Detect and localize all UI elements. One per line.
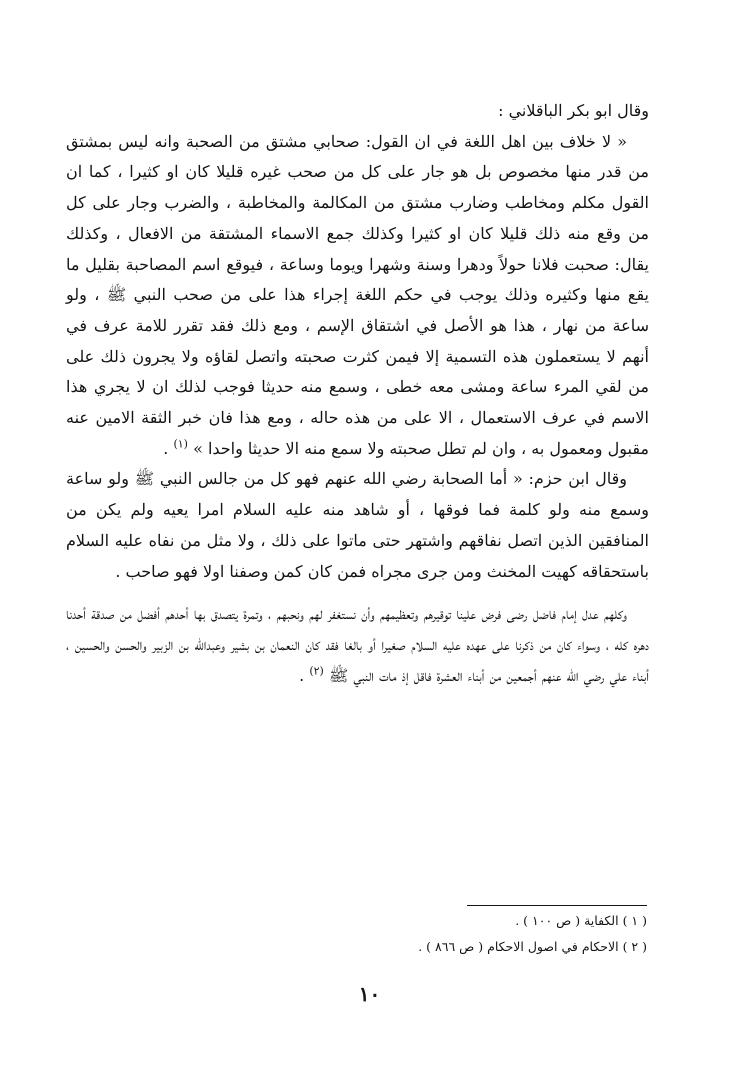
paragraph-3-text: وكلهم عدل إمام فاضل رضى فرض علينا توقيرهم وتعظيمهم وأن نستغفر لهم ونحبهم ، وتمرة يتصدق بها أحدهم أفضل من صدقة أحدنا دهره كله ، وسواء كان من ذكرنا على عهده عليه السلام صغيرا أو بالغا فقد كان النعمان بن بشير وعبدالله بن الزبير والحسن والحسين ، أبناء علي رضي الله عنهم أجمعين من أبناء العشرة فاقل إذ مات النبي ﷺ: [66, 604, 649, 685]
footnote-1: ( ١ ) الكفاية ( ص ١٠٠ ) .: [515, 913, 647, 928]
paragraph-baqillani-quote: « لا خلاف بين اهل اللغة في ان القول: صحابي مشتق من الصحبة وانه ليس بمشتق من قدر منها مخصوص بل هو جار على كل من صحب غيره قليلا كان او كثيرا ، كما ان القول مكلم ومخاطب وضارب مشتق من المكالمة والمخاطبة ، والضرب وجار على كل من وقع منه ذلك قليلا كان او كثيرا وكذلك جمع الاسماء المشتقة من الافعال ، وكذلك يقال: صحبت فلانا حولاً ودهرا وسنة وشهرا ويوما وساعة ، فيوقع اسم المصاحبة بقليل ما يقع منها وكثيره وذلك يوجب في حكم اللغة إجراء هذا على من صحب النبي ﷺ ، ولو ساعة من نهار ، هذا هو الأصل في اشتقاق الإسم ، ومع ذلك فقد تقرر للامة عرف في أنهم لا يستعملون هذه التسمية إلا فيمن كثرت صحبته واتصل لقاؤه ولا يجرون ذلك على من لقي المرء ساعة ومشى معه خطى ، وسمع منه حديثا فوجب لذلك ان لا يجري هذا الاسم في عرف الاستعمال ، الا على من هذه حاله ، ومع هذا فان خبر الثقة الامين عنه مقبول ومعمول به ، وان لم تطل صحبته ولا سمع منه الا حديثا واحدا » $^{(١)}$ .: [66, 131, 649, 458]
footnotes: [247, 908, 647, 960]
paragraph-companions: وكلهم عدل إمام فاضل رضى فرض علينا توقيرهم وتعظيمهم وأن نستغفر لهم ونحبهم ، وتمرة يتصدق بها أحدهم أفضل من صدقة أحدنا دهره كله ، وسواء كان من ذكرنا على عهده عليه السلام صغيرا أو بالغا فقد كان النعمان بن بشير وعبدالله بن الزبير والحسن والحسين ، أبناء علي رضي الله عنهم أجمعين من أبناء العشرة فاقل إذ مات النبي ﷺ $^{(٢)}$ .: [66, 604, 649, 685]
footnote-ref-2: (٢): [309, 664, 324, 678]
footnote-2: ( ٢ ) الاحكام في اصول الاحكام ( ص ٨٦٦ ) .: [418, 939, 647, 954]
main-text: [66, 96, 649, 691]
footnote-divider: [467, 905, 647, 906]
heading: وقال ابو بكر الباقلاني :: [498, 101, 649, 120]
paragraph-ibn-hazm-quote: وقال ابن حزم: « أما الصحابة رضي الله عنهم فهو كل من جالس النبي ﷺ ولو ساعة وسمع منه ولو كلمة فما فوقها ، أو شاهد منه عليه السلام امرا يعيه ولم يكن من المنافقين الذين اتصل نفاقهم واشتهر حتى ماتوا على ذلك ، ولا مثل من نفاه عليه السلام باستحقاقه كهيت المخنث ومن جرى مجراه فمن كان كمن وصفنا اولا فهو صاحب .: [66, 469, 649, 581]
paragraph-1-text: « لا خلاف بين اهل اللغة في ان القول: صحابي مشتق من الصحبة وانه ليس بمشتق من قدر منها مخصوص بل هو جار على كل من صحب غيره قليلا كان او كثيرا ، كما ان القول مكلم ومخاطب وضارب مشتق من المكالمة والمخاطبة ، والضرب وجار على كل من وقع منه ذلك قليلا كان او كثيرا وكذلك جمع الاسماء المشتقة من الافعال ، وكذلك يقال: صحبت فلانا حولاً ودهرا وسنة وشهرا ويوما وساعة ، فيوقع اسم المصاحبة بقليل ما يقع منها وكثيره وذلك يوجب في حكم اللغة إجراء هذا على من صحب النبي ﷺ ، ولو ساعة من نهار ، هذا هو الأصل في اشتقاق الإسم ، ومع ذلك فقد تقرر للامة عرف في أنهم لا يستعملون هذه التسمية إلا فيمن كثرت صحبته واتصل لقاؤه ولا يجرون ذلك على من لقي المرء ساعة ومشى معه خطى ، وسمع منه حديثا فوجب لذلك ان لا يجري هذا الاسم في عرف الاستعمال ، الا على من هذه حاله ، ومع هذا فان خبر الثقة الامين عنه مقبول ومعمول به ، وان لم تطل صحبته ولا سمع منه الا حديثا واحدا »: [66, 131, 649, 458]
footnote-ref-1: (١): [173, 437, 188, 451]
paragraph-gap: [66, 587, 649, 599]
page-number: ١٠: [358, 982, 381, 1006]
